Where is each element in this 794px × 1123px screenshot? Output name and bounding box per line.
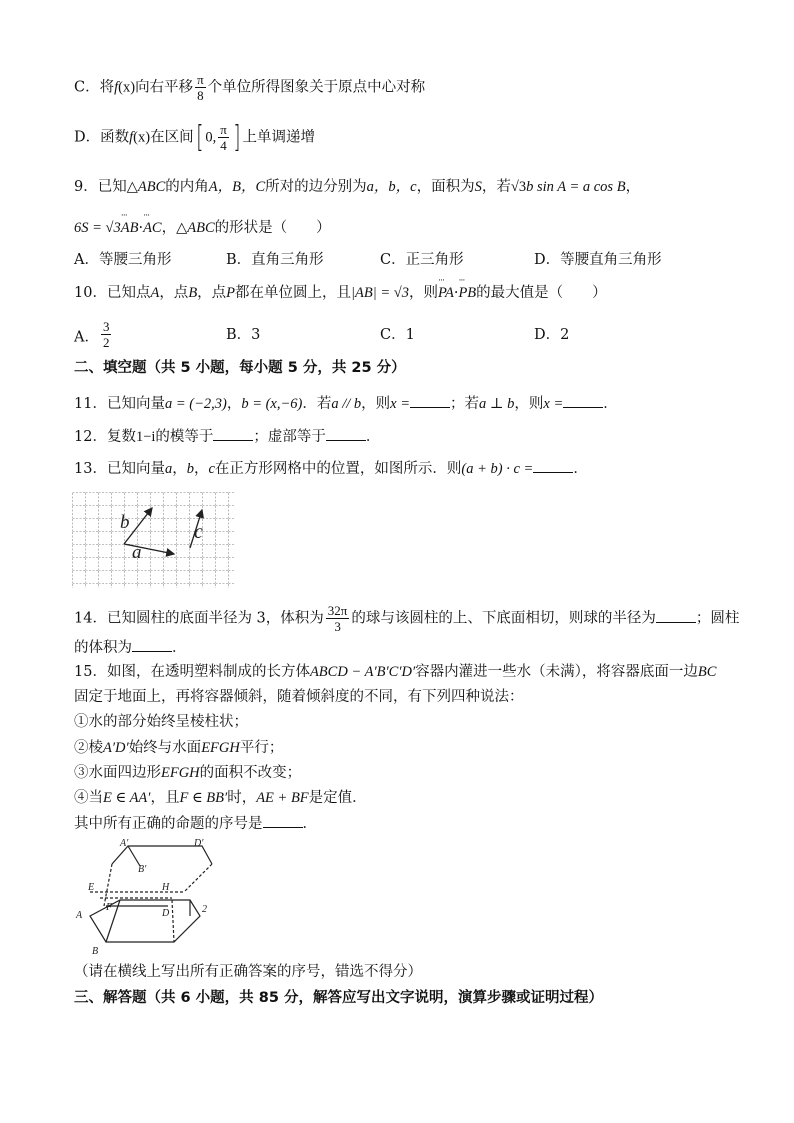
q9-angles: A，B，C (208, 179, 266, 195)
frac-num: 32π (327, 603, 348, 618)
riser-right (184, 864, 212, 892)
top-edge-mid (128, 846, 140, 866)
q15-text: 的面积不改变； (199, 765, 302, 781)
q9-text: ，△ (161, 220, 188, 236)
q15-text: 始终与水面 (128, 740, 202, 756)
dot-operator: · (453, 285, 459, 301)
option-c-text2: 个单位所得图象关于原点中心对称 (207, 79, 426, 96)
label-a: A (76, 910, 83, 921)
q13-text: ， (193, 461, 209, 477)
section-2-heading: 二、填空题（共 5 小题，每小题 5 分，共 25 分） (74, 360, 406, 376)
complex-number: 1−i (135, 429, 156, 445)
sum-expr: AE + BF (256, 790, 309, 806)
plane-efgh: EFGH (201, 740, 240, 756)
option-d-label: D．函数 (74, 129, 130, 146)
q9-triangle: ABC (137, 179, 166, 195)
vector-pa: ··· PA (438, 283, 454, 303)
cond-e: E ∈ AA′ (103, 790, 151, 806)
x-eq: x = (543, 396, 564, 412)
q13-text: 在正方形网格中的位置，如图所示．则 (214, 461, 462, 477)
label-b-prime: B′ (138, 864, 147, 875)
q9-triangle: ABC (187, 220, 215, 236)
interval-start: 0, (205, 129, 217, 146)
container-figure (72, 836, 222, 956)
q14-text: ；圆柱 (695, 610, 740, 627)
q10-text: 都在单位圆上，且 (235, 285, 352, 301)
q9-line1 (74, 177, 640, 197)
vector-grid-figure (72, 492, 234, 588)
label-2: 2 (202, 904, 207, 915)
point-p: P (226, 285, 236, 301)
dot-operator: · (138, 220, 144, 236)
q15-line2: 固定于地面上，再将容器倾斜，随着倾斜度的不同，有下列四种说法： (74, 689, 524, 705)
fraction-pi-8 (195, 72, 206, 103)
point-a: A (150, 285, 160, 301)
q9-option-c: C．正三角形 (380, 252, 464, 268)
func-f: f (129, 129, 134, 146)
q14-text: ． (172, 640, 187, 656)
q15-text: 15．如图，在透明塑料制成的长方体 (74, 664, 310, 680)
cond-f: F ∈ BB′ (179, 790, 228, 806)
frac-num: 3 (102, 319, 110, 334)
q10-condition: |AB| = √3 (351, 285, 409, 301)
q15-ask (74, 813, 317, 834)
grid-background (72, 492, 234, 588)
q15-statement-2 (74, 738, 283, 758)
q10-question: 的最大值是（ ） (476, 285, 607, 301)
q9-option-d: D．等腰直角三角形 (534, 252, 662, 268)
func-f: f (114, 79, 119, 96)
q9-text: 的内角 (165, 179, 209, 195)
q15-edge: BC (697, 664, 717, 680)
q9-sqrt3: √3 (510, 179, 527, 195)
q9-text: 9．已知△ (74, 179, 138, 195)
q15-line1 (74, 662, 716, 682)
q13-text: ． (573, 461, 588, 477)
answer-blank-5[interactable] (533, 458, 573, 473)
q14-text: 的体积为 (74, 640, 132, 656)
left-bracket: [ (195, 119, 203, 155)
q15-text: 时， (227, 790, 257, 806)
label-a-prime: A′ (120, 838, 129, 849)
option-d-text2: 上单调递增 (242, 129, 315, 146)
q15-solid: ABCD − A′B′C′D′ (309, 664, 416, 680)
q9-equation: b sin A = a cos B (526, 179, 626, 195)
q15-text: 其中所有正确的命题的序号是 (74, 816, 263, 832)
q15-text: 是定值． (308, 790, 367, 806)
q15-text: ． (302, 816, 317, 832)
q13-text: ， (172, 461, 187, 477)
q15-statement-4 (74, 788, 367, 808)
q11-text: ， (226, 396, 242, 412)
parallel-cond: a // b (331, 396, 362, 412)
q15-statement-1: ①水的部分始终呈棱柱状； (74, 714, 248, 730)
q14-text: 14．已知圆柱的底面半径为 3，体积为 (74, 610, 324, 627)
func-arg: (x) (118, 79, 136, 96)
label-b: b (120, 512, 130, 533)
q13-expression: (a + b) · c = (461, 461, 534, 477)
q10-line (74, 283, 607, 303)
q9-eq2: 6S = √3 (74, 220, 121, 236)
vector-pb: ··· PB (458, 283, 476, 303)
label-d-prime: D′ (194, 838, 204, 849)
vector-c: c (208, 461, 215, 477)
plane-efgh: EFGH (161, 765, 200, 781)
answer-blank-8[interactable] (263, 813, 303, 828)
vector-a-def: a = (−2,3) (164, 396, 227, 412)
q9-line2 (74, 218, 331, 238)
q11-text: ，则 (514, 396, 544, 412)
frac-num: π (197, 72, 204, 87)
vector-a: a (164, 461, 173, 477)
q9-text: ， (625, 179, 641, 195)
answer-blank-7[interactable] (132, 637, 172, 652)
q11-text: ，则 (361, 396, 391, 412)
label-d: D (162, 908, 170, 919)
vertical-edge-2 (172, 900, 174, 942)
label-a: a (132, 542, 142, 563)
q15-text: ③水面四边形 (74, 765, 161, 781)
q13-line (74, 458, 588, 479)
q15-text: 容器内灌进一些水（未满），将容器底面一边 (415, 664, 698, 680)
frac-den: 8 (197, 88, 204, 103)
func-arg: (x) (133, 129, 151, 146)
q12-line (74, 426, 380, 447)
perp-cond: a ⊥ b (479, 396, 515, 412)
q14-line1 (74, 603, 739, 634)
q14-text: 的球与该圆柱的上、下底面相切，则球的半径为 (351, 610, 656, 627)
label-e: E (88, 882, 95, 893)
q9-text: ，面积为 (416, 179, 475, 195)
q11-text: 11．已知向量 (74, 396, 165, 412)
option-c-line (74, 72, 425, 103)
option-d-line (74, 119, 315, 155)
q11-text: ．若 (302, 396, 332, 412)
vector-ab: ··· AB (121, 218, 139, 238)
label-b: B (92, 946, 99, 956)
option-c-text1: 向右平移 (135, 79, 194, 96)
q15-text: 平行； (239, 740, 284, 756)
q9-sides: a，b，c (366, 179, 417, 195)
option-d-text1: 在区间 (150, 129, 194, 146)
label-h: H (162, 882, 170, 893)
q14-line2 (74, 637, 187, 658)
q12-text: ；虚部等于 (253, 429, 326, 445)
answer-blank-3[interactable] (213, 426, 253, 441)
frac-den: 3 (334, 619, 341, 634)
q12-text: 12．复数 (74, 429, 136, 445)
frac-den: 4 (220, 138, 227, 153)
fraction-3-2 (101, 319, 112, 350)
q15-note: （请在横线上写出所有正确答案的序号，错选不得分） (74, 964, 422, 980)
right-bracket: ] (233, 119, 241, 155)
q15-text: ，且 (150, 790, 180, 806)
edge-ad: A′D′ (103, 740, 129, 756)
section-3-heading: 三、解答题（共 6 小题，共 85 分，解答应写出文字说明，演算步骤或证明过程） (74, 990, 603, 1006)
fraction-32pi-3 (326, 603, 350, 634)
label-f: F (106, 902, 113, 913)
q12-text: ． (365, 429, 381, 445)
q9-option-b: B．直角三角形 (226, 252, 324, 268)
vector-b: b (186, 461, 194, 477)
q9-area: S (474, 179, 482, 195)
riser-left (104, 864, 112, 906)
q11-text: ；若 (450, 396, 480, 412)
q10-text: 10．已知点 (74, 285, 151, 301)
q9-text: ，若 (481, 179, 511, 195)
q15-text: ④当 (74, 790, 103, 806)
q15-text: ②棱 (74, 740, 103, 756)
q10-option-c: C．1 (380, 327, 415, 343)
q9-question: 的形状是（ ） (214, 220, 331, 236)
option-c-label: C．将 (74, 79, 115, 96)
label-c: c (194, 521, 203, 543)
point-b: B (188, 285, 198, 301)
q12-text: 的模等于 (155, 429, 214, 445)
q10-option-a (74, 319, 113, 350)
vector-ac: ··· AC (143, 218, 162, 238)
answer-blank-1[interactable] (410, 393, 450, 408)
frac-num: π (220, 122, 227, 137)
answer-blank-2[interactable] (563, 393, 603, 408)
q15-statement-3 (74, 763, 301, 783)
fraction-pi-4 (218, 122, 229, 153)
answer-blank-4[interactable] (326, 426, 366, 441)
answer-blank-6[interactable] (656, 608, 696, 623)
q9-option-a: A．等腰三角形 (74, 252, 172, 268)
vector-b-def: b = (x,−6) (241, 396, 303, 412)
q13-text: 13．已知向量 (74, 461, 165, 477)
q9-text: 所对的边分别为 (265, 179, 367, 195)
q10-option-b: B．3 (226, 327, 261, 343)
frac-den: 2 (102, 335, 110, 350)
x-eq: x = (390, 396, 411, 412)
q10-text: ，则 (408, 285, 438, 301)
q11-text: ． (603, 396, 618, 412)
q10-text: ，点 (159, 285, 189, 301)
q11-line (74, 393, 618, 414)
option-label: A． (74, 329, 99, 346)
q10-text: ，点 (197, 285, 227, 301)
q10-option-d: D．2 (534, 327, 570, 343)
